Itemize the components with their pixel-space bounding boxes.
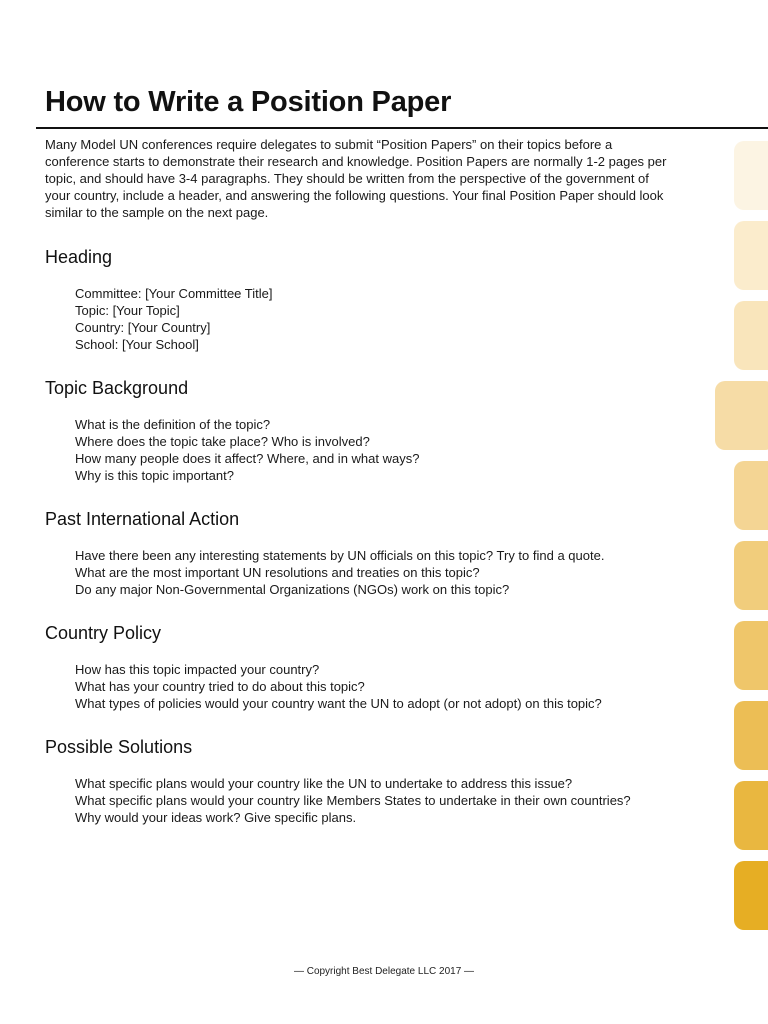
list-item: What has your country tried to do about this topic? bbox=[75, 679, 365, 694]
side-tab-active bbox=[715, 381, 768, 450]
side-tab bbox=[734, 861, 768, 930]
intro-paragraph: Many Model UN conferences require delegates to submit “Position Papers” on their topics before a conference starts to demonstrate their research and knowledge. Position Papers are normally 1-2 pages per topic, and should have 3-4 paragraphs. They should be written from the perspective of the government of your country, include a header, and answering the following questions. Your final Position Paper should look similar to the sample on the next page. bbox=[45, 137, 667, 220]
list-item: What is the definition of the topic? bbox=[75, 417, 271, 432]
title-underline bbox=[36, 127, 768, 129]
section-title: Country Policy bbox=[45, 623, 162, 643]
section-topic-background bbox=[45, 377, 705, 484]
section-item-list bbox=[75, 285, 705, 353]
list-item: Why is this topic important? bbox=[75, 468, 234, 483]
list-item: What specific plans would your country like the UN to undertake to address this issue? bbox=[75, 776, 573, 791]
list-item: Committee: [Your Committee Title] bbox=[75, 286, 273, 301]
side-tab bbox=[734, 221, 768, 290]
list-item: Why would your ideas work? Give specific plans. bbox=[75, 810, 357, 825]
side-tab bbox=[734, 461, 768, 530]
list-item: Topic: [Your Topic] bbox=[75, 303, 180, 318]
list-item: How has this topic impacted your country? bbox=[75, 662, 320, 677]
list-item: Country: [Your Country] bbox=[75, 320, 211, 335]
side-tab bbox=[734, 781, 768, 850]
section-country-policy bbox=[45, 622, 705, 712]
list-item: Do any major Non-Governmental Organizations (NGOs) work on this topic? bbox=[75, 582, 510, 597]
copyright-footer: — Copyright Best Delegate LLC 2017 — bbox=[293, 966, 475, 977]
section-item-list bbox=[75, 547, 705, 598]
section-item-list bbox=[75, 661, 705, 712]
section-item-list bbox=[75, 416, 705, 484]
list-item: How many people does it affect? Where, and in what ways? bbox=[75, 451, 420, 466]
section-title: Possible Solutions bbox=[45, 737, 193, 757]
list-item: Have there been any interesting statements by UN officials on this topic? Try to find a quote. bbox=[75, 548, 605, 563]
section-title: Topic Background bbox=[45, 378, 189, 398]
section-possible-solutions bbox=[45, 736, 705, 826]
side-tab bbox=[734, 621, 768, 690]
section-heading bbox=[45, 246, 705, 353]
side-tab bbox=[734, 541, 768, 610]
list-item: What types of policies would your country want the UN to adopt (or not adopt) on this topic? bbox=[75, 696, 602, 711]
page-title: How to Write a Position Paper bbox=[45, 86, 452, 118]
section-title: Past International Action bbox=[45, 509, 240, 529]
section-past-international-action bbox=[45, 508, 705, 598]
side-tab bbox=[734, 141, 768, 210]
section-title: Heading bbox=[45, 247, 113, 267]
list-item: School: [Your School] bbox=[75, 337, 199, 352]
list-item: Where does the topic take place? Who is involved? bbox=[75, 434, 370, 449]
side-tab bbox=[734, 301, 768, 370]
list-item: What are the most important UN resolutions and treaties on this topic? bbox=[75, 565, 480, 580]
list-item: What specific plans would your country like Members States to undertake in their own countries? bbox=[75, 793, 631, 808]
section-item-list bbox=[75, 775, 705, 826]
side-tab bbox=[734, 701, 768, 770]
